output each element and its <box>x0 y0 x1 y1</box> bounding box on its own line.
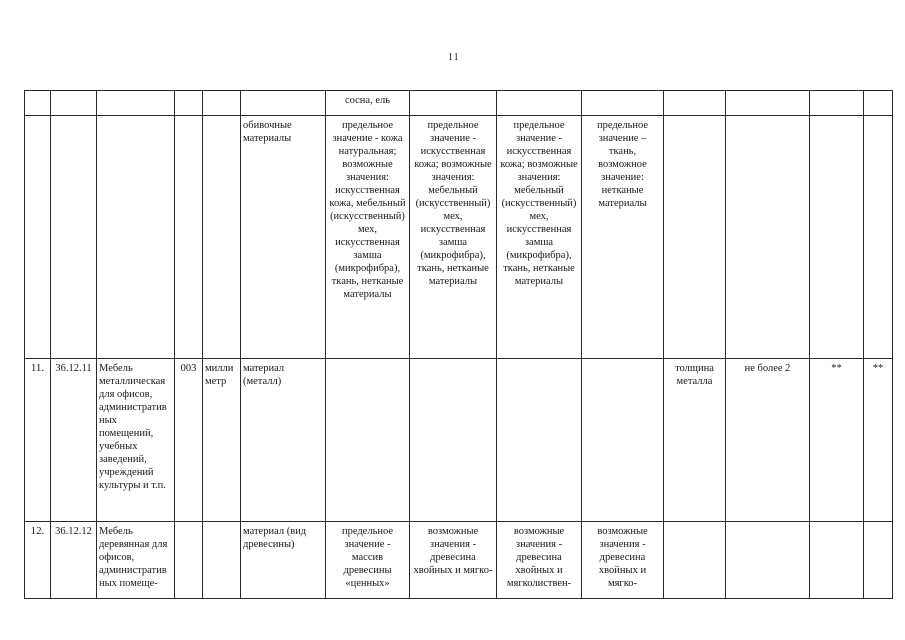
value-4: предельное значение – ткань, возможное значение: нетканые материалы <box>582 116 664 359</box>
mark-2: ** <box>864 359 893 522</box>
value-4 <box>582 359 664 522</box>
table-row <box>25 522 893 599</box>
extra-value: не более 2 <box>726 359 810 522</box>
characteristic: материал (металл) <box>241 359 326 522</box>
unit-name <box>203 522 241 599</box>
value-1: предельное значение - кожа натуральная; возможные значения: искусственная кожа, мебельный (искусственный) мех, искусственная замша (микрофибра), ткань, нетканые материалы <box>326 116 410 359</box>
extra-characteristic: толщина металла <box>664 359 726 522</box>
extra-characteristic <box>664 522 726 599</box>
mark-1: ** <box>810 359 864 522</box>
extra-value <box>726 91 810 116</box>
value-3 <box>497 91 582 116</box>
mark-2 <box>864 522 893 599</box>
okei-code: 003 <box>175 359 203 522</box>
product-name <box>97 116 175 359</box>
extra-value <box>726 116 810 359</box>
characteristic: материал (вид древесины) <box>241 522 326 599</box>
value-2 <box>410 359 497 522</box>
value-4 <box>582 91 664 116</box>
unit-name: миллиметр <box>203 359 241 522</box>
requirements-table <box>24 90 893 599</box>
value-3: возможные значения - древесина хвойных и мягколиствен- <box>497 522 582 599</box>
extra-value <box>726 522 810 599</box>
unit-name <box>203 116 241 359</box>
product-name: Мебель металлическая для офисов, административных помещений, учебных заведений, учреждений культуры и т.п. <box>97 359 175 522</box>
row-number: 12. <box>25 522 51 599</box>
mark-1 <box>810 522 864 599</box>
page-number: 11 <box>448 52 460 63</box>
okpd-code: 36.12.12 <box>51 522 97 599</box>
okpd-code <box>51 91 97 116</box>
mark-1 <box>810 116 864 359</box>
okpd-code: 36.12.11 <box>51 359 97 522</box>
table-row <box>25 116 893 359</box>
characteristic <box>241 91 326 116</box>
value-3 <box>497 359 582 522</box>
value-1 <box>326 359 410 522</box>
value-2: предельное значение - искусственная кожа; возможные значения: мебельный (искусственный) мех, искусственная замша (микрофибра), ткань, нетканые материалы <box>410 116 497 359</box>
value-1: сосна, ель <box>326 91 410 116</box>
mark-2 <box>864 91 893 116</box>
value-2: возможные значения - древесина хвойных и мягко- <box>410 522 497 599</box>
extra-characteristic <box>664 116 726 359</box>
okpd-code <box>51 116 97 359</box>
value-3: предельное значение - искусственная кожа; возможные значения: мебельный (искусственный) мех, искусственная замша (микрофибра), ткань, нетканые материалы <box>497 116 582 359</box>
value-2 <box>410 91 497 116</box>
product-name <box>97 91 175 116</box>
mark-1 <box>810 91 864 116</box>
okei-code <box>175 116 203 359</box>
table-row <box>25 91 893 116</box>
row-number: 11. <box>25 359 51 522</box>
extra-characteristic <box>664 91 726 116</box>
table-row <box>25 359 893 522</box>
mark-2 <box>864 116 893 359</box>
row-number <box>25 91 51 116</box>
characteristic: обивочные материалы <box>241 116 326 359</box>
product-name: Мебель деревянная для офисов, административных помеще- <box>97 522 175 599</box>
row-number <box>25 116 51 359</box>
okei-code <box>175 91 203 116</box>
value-1: предельное значение - массив древесины «ценных» <box>326 522 410 599</box>
unit-name <box>203 91 241 116</box>
okei-code <box>175 522 203 599</box>
value-4: возможные значения - древесина хвойных и мягко- <box>582 522 664 599</box>
